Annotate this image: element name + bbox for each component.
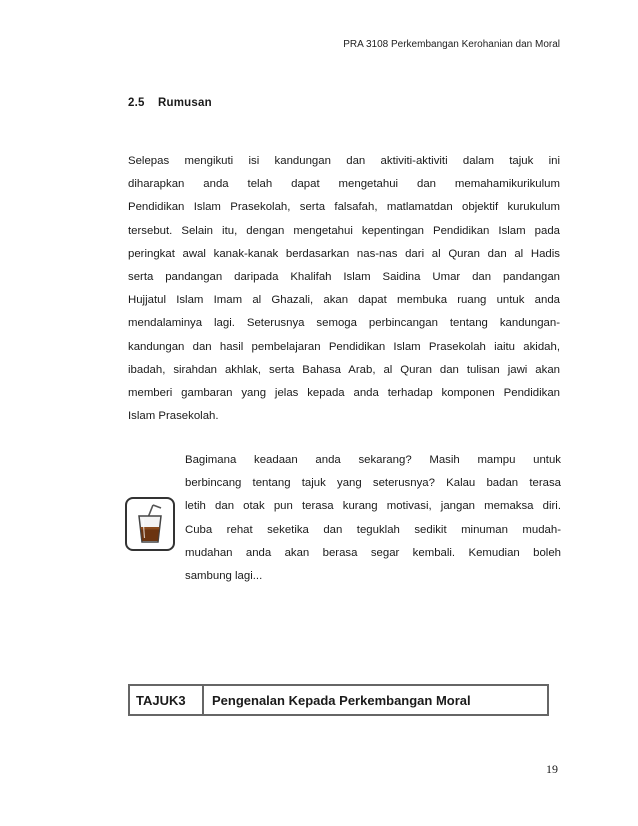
- paragraph-line: Hujjatul Islam Imam al Ghazali, akan dapat membuka ruang untuk anda: [128, 294, 560, 307]
- paragraph-line: Selepas mengikuti isi kandungan dan aktiviti-aktiviti dalam tajuk ini: [128, 155, 560, 167]
- paragraph-line: memberi gambaran yang jelas kepada anda terhadap komponen Pendidikan: [128, 387, 560, 400]
- note-line: berbincang tentang tajuk yang seterusnya? Kalau badan terasa: [185, 477, 561, 490]
- page-header: PRA 3108 Perkembangan Kerohanian dan Moral: [343, 39, 560, 50]
- paragraph-line: tersebut. Selain itu, dengan mengetahui kepentingan Pendidikan Islam pada: [128, 224, 560, 237]
- note-line: mudahan anda akan berasa segar kembali. Kemudian boleh: [185, 546, 561, 559]
- summary-paragraph: [128, 150, 560, 428]
- page-number: 19: [546, 762, 558, 776]
- paragraph-line: diharapkan anda telah dapat mengetahui dan memahamikurikulum: [128, 178, 560, 191]
- paragraph-line: peringkat awal kanak-kanak berdasarkan nas-nas dari al Quran dan al Hadis: [128, 247, 560, 260]
- paragraph-line: Islam Prasekolah.: [128, 410, 219, 423]
- note-line: Bagimana keadaan anda sekarang? Masih mampu untuk: [185, 454, 561, 466]
- note-line: letih dan otak pun terasa kurang motivasi, jangan memaksa diri.: [185, 500, 561, 513]
- note-line: Cuba rehat seketika dan teguklah sedikit minuman mudah-: [185, 523, 561, 536]
- note-line: sambung lagi...: [185, 570, 263, 583]
- section-number: 2.5: [128, 97, 145, 109]
- section-title: Rumusan: [158, 97, 212, 109]
- paragraph-line: ibadah, sirahdan akhlak, serta Bahasa Arab, al Quran dan tulisan jawi akan: [128, 363, 560, 376]
- paragraph-line: mendalaminya lagi. Seterusnya semoga perbincangan tentang kandungan-: [128, 317, 560, 330]
- tajuk-banner: [128, 684, 549, 716]
- drink-cup-icon: [125, 497, 175, 551]
- tajuk-label: TAJUK3: [130, 686, 204, 714]
- tajuk-title: Pengenalan Kepada Perkembangan Moral: [212, 692, 471, 708]
- paragraph-line: kandungan dan hasil pembelajaran Pendidikan Islam Prasekolah iaitu akidah,: [128, 340, 560, 353]
- break-note: [185, 449, 561, 588]
- paragraph-line: Pendidikan Islam Prasekolah, serta falsafah, matlamatdan objektif kurukulum: [128, 201, 560, 214]
- section-heading: [128, 97, 212, 109]
- paragraph-line: serta pandangan daripada Khalifah Islam Saidina Umar dan pandangan: [128, 271, 560, 284]
